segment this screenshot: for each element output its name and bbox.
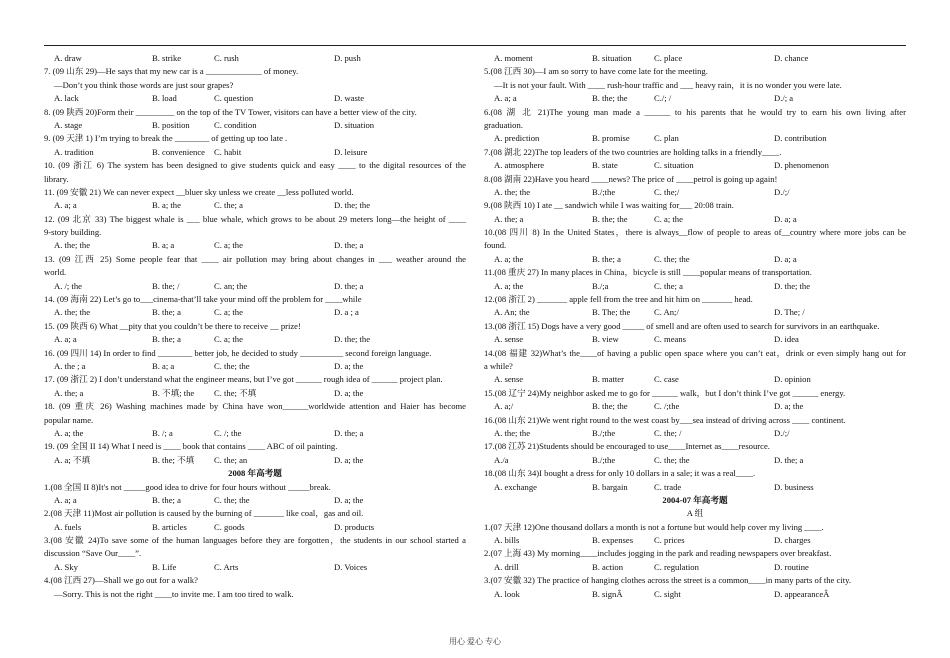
option-a: A. the ; a bbox=[54, 360, 86, 371]
question-text: 11.(08 重庆 27) In many places in China，bicycle is still ____popular means of transportation. bbox=[484, 267, 812, 278]
answer-options bbox=[44, 521, 466, 534]
option-a: A. sense bbox=[494, 334, 524, 345]
option-b: B. promise bbox=[592, 133, 630, 144]
answer-options bbox=[44, 199, 466, 212]
answer-options bbox=[44, 494, 466, 507]
answer-options bbox=[44, 561, 466, 574]
option-c: C. the; a bbox=[214, 200, 243, 211]
option-b: B. articles bbox=[152, 521, 187, 532]
left-column bbox=[44, 52, 466, 601]
option-a: A. a; a bbox=[54, 494, 77, 505]
option-d: D. The; / bbox=[774, 307, 805, 318]
option-a: A./a bbox=[494, 454, 509, 465]
option-a: A. drill bbox=[494, 561, 519, 572]
option-b: B. situation bbox=[592, 53, 632, 63]
answer-options bbox=[484, 588, 906, 601]
option-d: D. idea bbox=[774, 334, 799, 345]
option-a: A. draw bbox=[54, 53, 82, 63]
answer-options bbox=[44, 239, 466, 252]
option-c: C. a; the bbox=[214, 334, 243, 345]
option-b: B. the; a bbox=[152, 494, 181, 505]
option-d: D. situation bbox=[334, 119, 375, 130]
option-b: B. position bbox=[152, 119, 190, 130]
option-a: A. exchange bbox=[494, 481, 537, 492]
option-c: C. goods bbox=[214, 521, 245, 532]
option-d: D. the; a bbox=[334, 240, 364, 251]
question-text: 3.(08 安徽 24)To save some of the human languages before they are forgotten，the students in our school started a bbox=[44, 535, 466, 546]
answer-options bbox=[484, 427, 906, 440]
question-text: 2.(07 上海 43) My morning____includes jogging in the park and reading newspapers over breakfast. bbox=[484, 548, 832, 559]
option-a: A. a; a bbox=[54, 200, 77, 211]
option-c: C. case bbox=[654, 374, 679, 385]
answer-options bbox=[484, 132, 906, 145]
option-c: C./; / bbox=[654, 93, 672, 104]
answer-options bbox=[44, 280, 466, 293]
option-c: C. the; the bbox=[214, 360, 250, 371]
question-text: world. bbox=[44, 267, 67, 278]
option-b: B. convenience bbox=[152, 146, 205, 157]
question-text: 8.(08 湖南 22)Have you heard ____news? The price of ____petrol is going up again! bbox=[484, 173, 778, 184]
option-b: B. matter bbox=[592, 374, 624, 385]
question-text: 15.(08 辽宁 24)My neighbor asked me to go for ______ walk，but I don’t think I’ve got ______ energy. bbox=[484, 387, 846, 398]
answer-options bbox=[484, 213, 906, 226]
option-c: C. Arts bbox=[214, 561, 239, 572]
question-text: found. bbox=[484, 240, 507, 251]
question-text: 9.(08 陕西 10) I ate __ sandwich while I was waiting for___ 20:08 train. bbox=[484, 200, 734, 211]
option-b: B. strike bbox=[152, 53, 182, 63]
option-b: B./;the bbox=[592, 427, 616, 438]
question-text: 13. (09 江西 25) Some people fear that ____ air pollution may bring about changes in ___ weather around the bbox=[44, 253, 466, 264]
answer-options bbox=[484, 280, 906, 293]
option-b: B. the; the bbox=[592, 401, 628, 412]
answer-options bbox=[484, 534, 906, 547]
answer-options bbox=[44, 427, 466, 440]
option-b: B. the; the bbox=[592, 93, 628, 104]
option-a: A. the; a bbox=[494, 213, 524, 224]
question-text: —It is not your fault. With ____ rush-hour traffic and ___ heavy rain，it is no wonder you were late. bbox=[494, 79, 842, 90]
option-c: C. a; the bbox=[214, 240, 243, 251]
option-b: B. bargain bbox=[592, 481, 628, 492]
option-d: D. a; the bbox=[334, 494, 364, 505]
option-b: B. a; a bbox=[152, 360, 175, 371]
option-d: D. the; a bbox=[774, 454, 804, 465]
option-a: A. a; a bbox=[54, 334, 77, 345]
question-text: 16.(08 山东 21)We went right round to the west coast by___sea instead of driving across ____ continent. bbox=[484, 414, 846, 425]
option-d: D./; a bbox=[774, 93, 794, 104]
option-d: D. a; the bbox=[774, 401, 804, 412]
option-c: C. the; the bbox=[654, 253, 690, 264]
option-b: B. state bbox=[592, 160, 618, 171]
option-a: A. a; the bbox=[54, 427, 84, 438]
option-a: A. a; the bbox=[494, 280, 524, 291]
option-c: C. the; a bbox=[654, 280, 683, 291]
option-b: B. 不填; the bbox=[152, 387, 195, 398]
question-text: graduation. bbox=[484, 119, 523, 130]
option-c: C. /;the bbox=[654, 401, 680, 412]
question-text: 2.(08 天津 11)Most air pollution is caused by the burning of _______ like coal，gas and oil. bbox=[44, 508, 364, 519]
answer-options bbox=[484, 373, 906, 386]
option-a: A. bills bbox=[494, 535, 520, 546]
option-c: C. question bbox=[214, 93, 254, 104]
option-c: C. an; the bbox=[214, 280, 248, 291]
section-heading: 2004-07 年高考题 bbox=[662, 494, 728, 505]
question-text: a while? bbox=[484, 360, 513, 371]
answer-options bbox=[44, 306, 466, 319]
option-b: B. signÂ bbox=[592, 588, 623, 599]
question-text: —Don’t you think those words are just sour grapes? bbox=[54, 79, 234, 90]
answer-options bbox=[44, 92, 466, 105]
option-d: D. Voices bbox=[334, 561, 368, 572]
option-b: B. a; the bbox=[152, 200, 181, 211]
question-text: 5.(08 江西 30)—I am so sorry to have come late for the meeting. bbox=[484, 66, 708, 77]
option-d: D. the; a bbox=[334, 280, 364, 291]
question-text: 19. (09 全国 II 14) What I need is ____ book that contains ____ ABC of oil painting. bbox=[44, 441, 338, 452]
page-footer: 用心 爱心 专心 bbox=[449, 637, 501, 646]
answer-options bbox=[484, 561, 906, 574]
question-text: 8. (09 陕西 20)Form their _________ on the top of the TV Tower, visitors can have a better view of the city. bbox=[44, 106, 417, 117]
option-a: A. lack bbox=[54, 93, 79, 104]
answer-options bbox=[44, 52, 466, 65]
question-text: 17.(08 江苏 21)Students should be encouraged to use____Internet as____resource. bbox=[484, 441, 770, 452]
option-b: B. the; a bbox=[592, 253, 621, 264]
question-text: 12. (09 北京 33) The biggest whale is ___ blue whale, which grows to be about 29 meters long—the height of ____ bbox=[44, 213, 466, 224]
option-b: B. the; a bbox=[152, 307, 181, 318]
answer-options bbox=[44, 333, 466, 346]
answer-options bbox=[484, 186, 906, 199]
question-text: 14. (09 海南 22) Let’s go to___cinema-that’ll take your mind off the problem for ____while bbox=[44, 294, 362, 305]
option-d: D. the; a bbox=[334, 427, 364, 438]
option-c: C. regulation bbox=[654, 561, 699, 572]
option-a: A. look bbox=[494, 588, 520, 599]
option-b: B. view bbox=[592, 334, 619, 345]
section-subheading: A 组 bbox=[686, 508, 704, 519]
question-text: 14.(08 福建 32)What’s the____of having a public open space where you can’t eat，drink or even simply hang out for bbox=[484, 347, 906, 358]
option-a: A. stage bbox=[54, 119, 83, 130]
question-text: —Sorry. This is not the right ____to invite me. I am too tired to walk. bbox=[54, 588, 294, 599]
option-c: C. the; the bbox=[214, 494, 250, 505]
option-a: A. moment bbox=[494, 53, 533, 63]
answer-options bbox=[44, 360, 466, 373]
option-b: B./;the bbox=[592, 454, 616, 465]
option-d: D. products bbox=[334, 521, 375, 532]
option-d: D. appearanceÂ bbox=[774, 588, 830, 599]
question-text: 11. (09 安徽 21) We can never expect __bluer sky unless we create __less polluted world. bbox=[44, 186, 354, 197]
option-d: D./;/ bbox=[774, 427, 790, 438]
option-a: A. Sky bbox=[54, 561, 78, 572]
option-c: C. the; the bbox=[654, 454, 690, 465]
question-text: 1.(08 全国 II 8)It's not _____good idea to drive for four hours without _____break. bbox=[44, 481, 331, 492]
question-text: popular name. bbox=[44, 414, 94, 425]
option-c: C. place bbox=[654, 53, 683, 63]
question-text: 7. (09 山东 29)—He says that my new car is a _____________ of money. bbox=[44, 66, 299, 77]
question-text: 9. (09 天津 1) I’m trying to break the ________ of getting up too late . bbox=[44, 133, 288, 144]
option-a: A. the; the bbox=[54, 307, 91, 318]
option-a: A. sense bbox=[494, 374, 524, 385]
option-c: C. a; the bbox=[214, 307, 243, 318]
option-c: C. condition bbox=[214, 119, 257, 130]
option-d: D. a; a bbox=[774, 253, 797, 264]
option-d: D. opinion bbox=[774, 374, 811, 385]
answer-options bbox=[484, 159, 906, 172]
option-a: A. a;/ bbox=[494, 401, 514, 412]
option-c: C. trade bbox=[654, 481, 682, 492]
option-b: B. Life bbox=[152, 561, 177, 572]
option-a: A. a; the bbox=[494, 253, 524, 264]
option-a: A. tradition bbox=[54, 146, 94, 157]
option-c: C. An;/ bbox=[654, 307, 679, 318]
option-a: A. the; a bbox=[54, 387, 84, 398]
option-c: C. rush bbox=[214, 53, 239, 63]
answer-options bbox=[44, 387, 466, 400]
answer-options bbox=[44, 454, 466, 467]
option-a: A. the; the bbox=[54, 240, 91, 251]
option-d: D. a; a bbox=[774, 213, 797, 224]
option-a: A. fuels bbox=[54, 521, 82, 532]
question-text: 13.(08 浙江 15) Dogs have a very good _____ of smell and are often used to search for survivors in an earthquake. bbox=[484, 320, 880, 331]
option-b: B. the; 不填 bbox=[152, 454, 195, 465]
option-a: A. /; the bbox=[54, 280, 82, 291]
option-a: A. the; the bbox=[494, 427, 531, 438]
question-text: 9-story building. bbox=[44, 227, 102, 238]
answer-options bbox=[484, 253, 906, 266]
right-column bbox=[484, 52, 906, 601]
section-heading: 2008 年高考题 bbox=[228, 468, 282, 479]
option-a: A. a; 不填 bbox=[54, 454, 91, 465]
option-c: C. means bbox=[654, 334, 686, 345]
answer-options bbox=[484, 92, 906, 105]
option-d: D. a; the bbox=[334, 360, 364, 371]
option-c: C. a; the bbox=[654, 213, 683, 224]
option-a: A. the; the bbox=[494, 186, 531, 197]
option-d: D./;/ bbox=[774, 186, 790, 197]
question-text: 3.(07 安徽 32) The practice of hanging clothes across the street is a common____in many parts of the city. bbox=[484, 575, 851, 586]
option-b: B. /; a bbox=[152, 427, 173, 438]
option-d: D. the; the bbox=[334, 200, 371, 211]
option-c: C. plan bbox=[654, 133, 679, 144]
option-a: A. atmosphere bbox=[494, 160, 545, 171]
option-b: B. The; the bbox=[592, 307, 631, 318]
option-d: D. phenomenon bbox=[774, 160, 829, 171]
option-d: D. a ; a bbox=[334, 307, 359, 318]
question-text: 6.(08 湖 北 21)The young man made a ______ to his parents that he would try to earn his own living after bbox=[484, 106, 906, 117]
option-b: B. expenses bbox=[592, 535, 634, 546]
option-a: A. prediction bbox=[494, 133, 540, 144]
option-b: B. load bbox=[152, 93, 177, 104]
option-d: D. a; the bbox=[334, 454, 364, 465]
option-b: B. the; / bbox=[152, 280, 180, 291]
answer-options bbox=[484, 52, 906, 65]
option-d: D. waste bbox=[334, 93, 365, 104]
option-b: B. a; a bbox=[152, 240, 175, 251]
option-b: B./;a bbox=[592, 280, 609, 291]
question-text: 15. (09 陕西 6) What __pity that you couldn’t be there to receive __ prize! bbox=[44, 320, 301, 331]
answer-options bbox=[44, 119, 466, 132]
answer-options bbox=[44, 146, 466, 159]
option-c: C. situation bbox=[654, 160, 694, 171]
answer-options bbox=[484, 306, 906, 319]
option-b: B./;the bbox=[592, 186, 616, 197]
option-d: D. chance bbox=[774, 53, 809, 63]
option-b: B. the; a bbox=[152, 334, 181, 345]
question-text: 16. (09 四川 14) In order to find ________ better job, he decided to study __________ second foreign language. bbox=[44, 347, 432, 358]
option-d: D. push bbox=[334, 53, 361, 63]
option-c: C. /; the bbox=[214, 427, 242, 438]
answer-options bbox=[484, 454, 906, 467]
question-text: 12.(08 浙江 2) _______ apple fell from the tree and hit him on _______ head. bbox=[484, 294, 753, 305]
option-d: D. leisure bbox=[334, 146, 368, 157]
option-c: C. the; / bbox=[654, 427, 682, 438]
option-c: C. the; an bbox=[214, 454, 248, 465]
question-text: 10. (09 浙江 6) The system has been designed to give students quick and easy ____ to the digital resources of the bbox=[44, 160, 466, 171]
option-c: C. sight bbox=[654, 588, 681, 599]
option-a: A. a; a bbox=[494, 93, 517, 104]
question-text: 1.(07 天津 12)One thousand dollars a month is not a fortune but would help cover my living ____. bbox=[484, 521, 824, 532]
option-a: A. An; the bbox=[494, 307, 530, 318]
option-d: D. contribution bbox=[774, 133, 827, 144]
question-text: 17. (09 浙江 2) I don’t understand what the engineer means, but I’ve got ______ rough idea of ______ project plan. bbox=[44, 374, 443, 385]
option-d: D. charges bbox=[774, 535, 811, 546]
option-d: D. business bbox=[774, 481, 814, 492]
question-text: 10.(08 四川 8) In the United States，there is always__flow of people to areas of__country where more jobs can be bbox=[484, 227, 906, 238]
option-d: D. a; the bbox=[334, 387, 364, 398]
option-b: B. the; the bbox=[592, 213, 628, 224]
option-d: D. the; the bbox=[334, 334, 371, 345]
question-text: 7.(08 湖北 22)The top leaders of the two countries are holding talks in a friendly____. bbox=[484, 146, 782, 157]
answer-options bbox=[484, 481, 906, 494]
option-c: C. the; 不填 bbox=[214, 387, 257, 398]
answer-options bbox=[484, 333, 906, 346]
question-text: 18. (09 重庆 26) Washing machines made by China have won______worldwide attention and Haier has become bbox=[44, 401, 466, 412]
answer-options bbox=[484, 400, 906, 413]
header-rule bbox=[44, 45, 906, 46]
question-text: discussion “Save Our____”. bbox=[44, 548, 142, 559]
option-d: D. routine bbox=[774, 561, 809, 572]
option-c: C. prices bbox=[654, 535, 685, 546]
question-text: library. bbox=[44, 173, 69, 184]
option-c: C. the;/ bbox=[654, 186, 680, 197]
question-text: 4.(08 江西 27)—Shall we go out for a walk? bbox=[44, 575, 198, 586]
option-d: D. the; the bbox=[774, 280, 811, 291]
option-b: B. action bbox=[592, 561, 624, 572]
option-c: C. habit bbox=[214, 146, 242, 157]
question-text: 18.(08 山东 34)I bought a dress for only 10 dollars in a sale; it was a real____. bbox=[484, 468, 756, 479]
